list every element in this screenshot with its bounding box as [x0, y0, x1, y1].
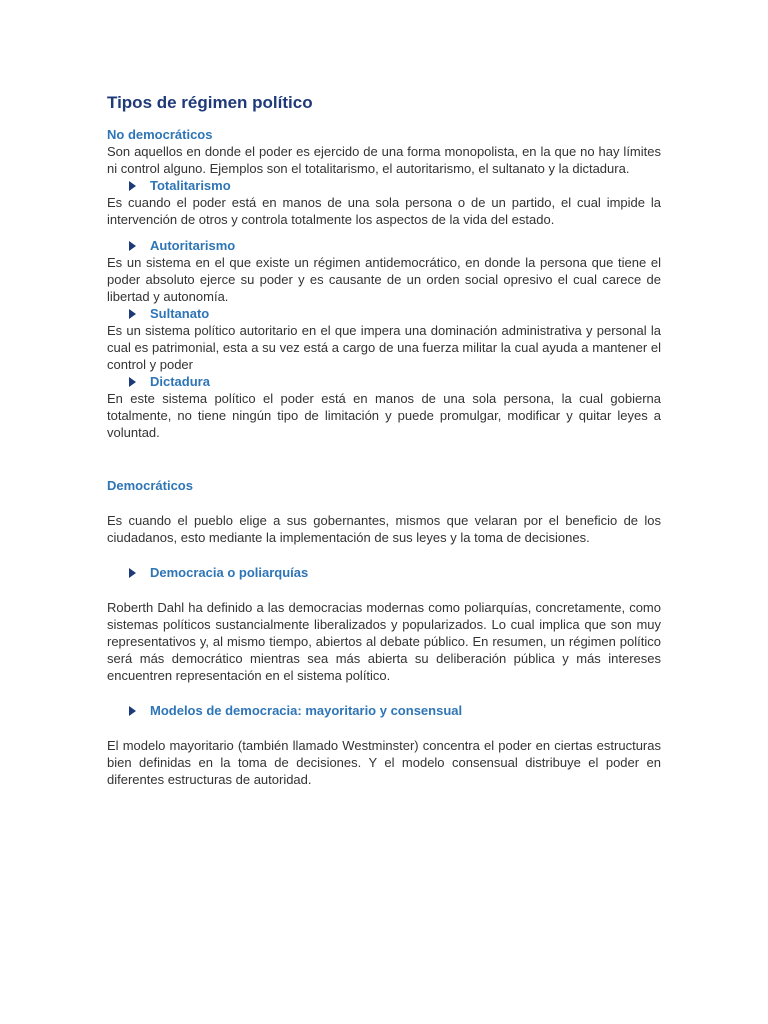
section-heading-no-democraticos: No democráticos [107, 127, 213, 142]
subheading-label: Sultanato [150, 306, 210, 321]
arrowhead-bullet-icon [129, 706, 136, 716]
subheading-sultanato [129, 305, 661, 322]
subheading-label: Totalitarismo [150, 178, 231, 193]
subheading-label: Modelos de democracia: mayoritario y consensual [150, 703, 463, 718]
subheading-democracia-poliarquias [129, 564, 661, 581]
arrowhead-bullet-icon [129, 309, 136, 319]
subheading-autoritarismo [129, 237, 661, 254]
arrowhead-bullet-icon [129, 377, 136, 387]
subheading-modelos-democracia [129, 702, 661, 719]
paragraph-modelos-democracia: El modelo mayoritario (también llamado Westminster) concentra el poder en ciertas estructuras bien definidas en la toma de decisiones. Y el modelo consensual distribuye el poder en diferentes estructuras de autoridad. [107, 738, 661, 787]
paragraph-totalitarismo: Es cuando el poder está en manos de una sola persona o de un partido, el cual impide la intervención de otros y controla totalmente los aspectos de la vida del estado. [107, 195, 661, 227]
page-title: Tipos de régimen político [107, 93, 313, 112]
arrowhead-bullet-icon [129, 241, 136, 251]
subheading-label: Dictadura [150, 374, 210, 389]
document-body [107, 92, 661, 788]
subheading-label: Autoritarismo [150, 238, 236, 253]
subheading-totalitarismo [129, 177, 661, 194]
paragraph-dictadura: En este sistema político el poder está en manos de una sola persona, la cual gobierna totalmente, no tiene ningún tipo de limitación y puede promulgar, modificar y quitar leyes a voluntad. [107, 391, 661, 440]
section-intro-democraticos: Es cuando el pueblo elige a sus gobernantes, mismos que velaran por el beneficio de los ciudadanos, esto mediante la implementación de sus leyes y la toma de decisiones. [107, 513, 661, 545]
arrowhead-bullet-icon [129, 568, 136, 578]
section-intro-no-democraticos: Son aquellos en donde el poder es ejercido de una forma monopolista, en la que no hay límites ni control alguno. Ejemplos son el totalitarismo, el autoritarismo, el sultanato y la dictadura. [107, 144, 661, 176]
subheading-label: Democracia o poliarquías [150, 565, 309, 580]
arrowhead-bullet-icon [129, 181, 136, 191]
paragraph-autoritarismo: Es un sistema en el que existe un régimen antidemocrático, en donde la persona que tiene el poder absoluto ejerce su poder y es causante de un orden social opresivo el cual carece de libertad y autonomía. [107, 255, 661, 304]
paragraph-democracia-poliarquias: Roberth Dahl ha definido a las democracias modernas como poliarquías, concretamente, como sistemas políticos sustancialmente liberalizados y popularizados. Lo cual implica que son muy representativos y, al mismo tiempo, abiertos al debate público. En resumen, un régimen político será más democrático mientras sea más abierta su deliberación pública y más intereses encuentren representación en el sistema político. [107, 600, 661, 683]
subheading-dictadura [129, 373, 661, 390]
section-heading-democraticos: Democráticos [107, 478, 193, 493]
paragraph-sultanato: Es un sistema político autoritario en el que impera una dominación administrativa y personal la cual es patrimonial, esta a su vez está a cargo de una fuerza militar la cual ayuda a mantener el control y poder [107, 323, 661, 372]
